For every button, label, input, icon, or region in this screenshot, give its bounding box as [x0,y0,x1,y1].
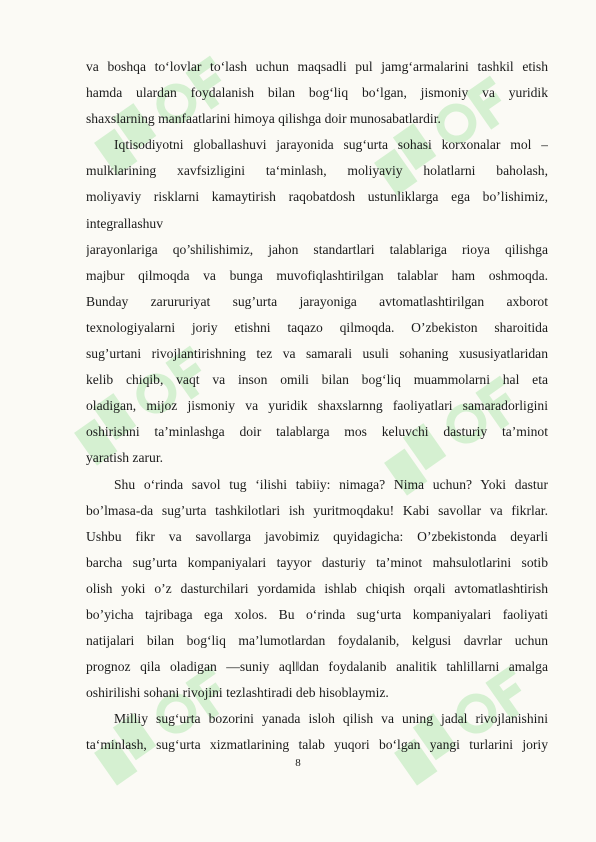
text-line: oshirishni ta’minlashga doir talablarga mos keluvchi dasturiy ta’minot [86,424,548,440]
text-line: Bunday zarururiyat sug’urta jarayoniga avtomatlashtirilgan axborot [86,293,548,309]
text-line: integrallashuv [86,215,164,231]
text-line: yaratish zarur. [86,450,163,466]
text-line: moliyaviy risklarni kamaytirish raqobatdosh ustunliklarga ega bo’lishimiz, [86,189,548,205]
text-line: Ushbu fikr va savollarga javobimiz quyidagicha: O’zbekistonda deyarli [86,528,548,544]
text-line: hamda ulardan foydalanish bilan bog‘liq bo‘lgan, jismoniy va yuridik [86,85,548,101]
text-line: va boshqa to‘lovlar to‘lash uchun maqsadli pul jamg‘armalarini tashkil etish [86,59,548,74]
page-number: 8 [295,757,301,769]
text-line: kelib chiqib, vaqt va inson omili bilan bog‘liq muammolarni hal eta [86,372,548,388]
text-line: olish yoki o’z dasturchilari yordamida ishlab chiqish orqali avtomatlashtirish [86,580,548,596]
text-line: shaxslarning manfaatlarini himoya qilishga doir munosabatlardir. [86,111,441,127]
text-line: majbur qilmoqda va bunga muvofiqlashtirilgan talablar ham oshmoqda. [86,267,548,283]
text-line: natijalari bilan bog‘liq ma’lumotlardan foydalanib, kelgusi davrlar uchun [86,633,548,649]
text-line: barcha sug’urta kompaniyalari tayyor dasturiy ta’minot mahsulotlarini sotib [86,554,548,570]
text-line: sug’urtani rivojlantirishning tez va samarali usuli sohaning xususiyatlaridan [86,346,548,362]
text-line: jarayonlariga qo’shilishimiz, jahon standartlari talablariga rioya qilishga [86,241,548,257]
text-line: bo’lmasa-da sug’urta tashkilotlari ish yuritmoqdaku! Kabi savollar va fikrlar. [86,502,548,518]
body-text [86,54,548,759]
text-line: mulklarining xavfsizligini ta‘minlash, moliyaviy holatlarni baholash, [86,163,548,179]
text-line: prognoz qila oladigan ―suniy aql‖dan foydalanib analitik tahlillarni amalga [86,659,548,675]
text-line: texnologiyalarni joriy etishni taqazo qilmoqda. O’zbekiston sharoitida [86,319,548,335]
text-line: bo’yicha tajribaga ega xolos. Bu o‘rinda sug‘urta kompaniyalari faoliyati [86,606,548,622]
text-line: oladigan, mijoz jismoniy va yuridik shaxslarnng faoliyatlari samaradorligini [86,398,548,414]
text-line: Iqtisodiyotni globallashuvi jarayonida sug‘urta sohasi korxonalar mol – [114,137,548,153]
text-line: Shu o‘rinda savol tug ‘ilishi tabiiy: nimaga? Nima uchun? Yoki dastur [114,476,548,492]
text-line: ta‘minlash, sug‘urta xizmatlarining talab yuqori bo‘lgan yangi turlarini joriy [86,737,548,753]
text-line: oshirilishi sohani rivojini tezlashtiradi deb hisoblaymiz. [86,685,389,701]
text-line: Milliy sug‘urta bozorini yanada isloh qilish va uning jadal rivojlanishini [114,711,548,727]
